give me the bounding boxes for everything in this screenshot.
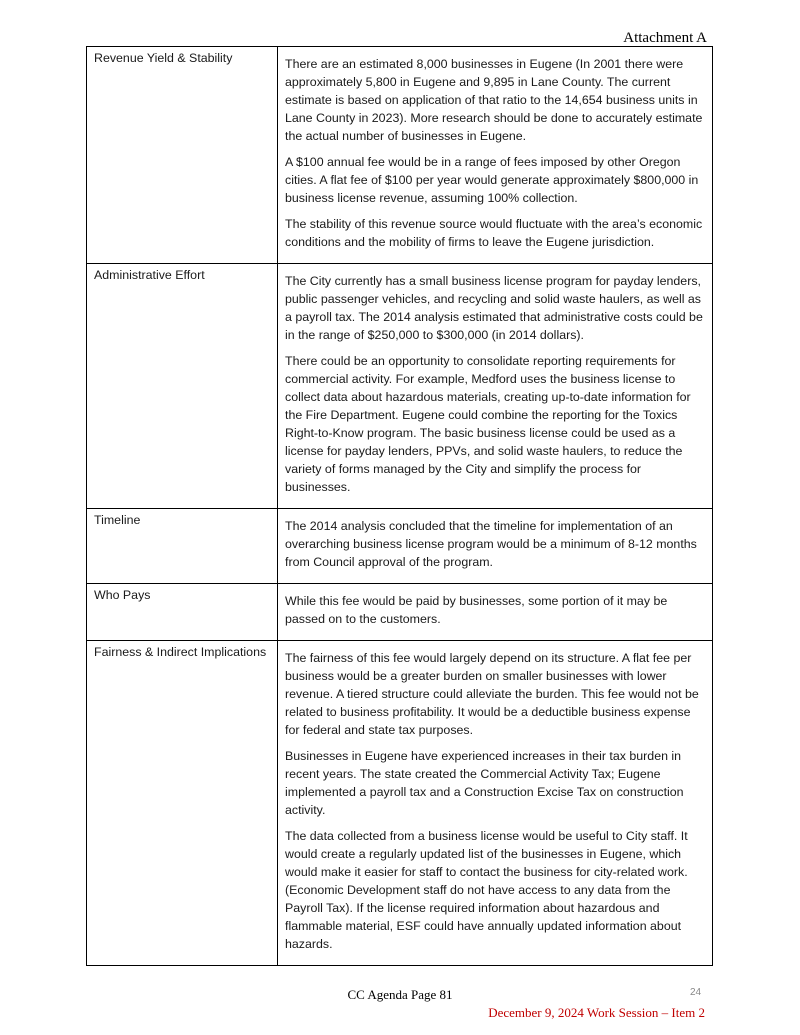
table-row: [87, 641, 713, 966]
row-label: Revenue Yield & Stability: [87, 47, 278, 264]
meeting-label: December 9, 2024 Work Session – Item 2: [488, 1005, 705, 1020]
row-label: Timeline: [87, 509, 278, 584]
paragraph: Businesses in Eugene have experienced increases in their tax burden in recent years. The state created the Commercial Activity Tax; Eugene implemented a payroll tax and a Construction Excise Tax on construction activity.: [285, 749, 684, 817]
paragraph: The data collected from a business license would be useful to City staff. It would create a regularly updated list of the businesses in Eugene, which would make it easier for staff to contact the business for city-related work. (Economic Development staff do not have access to any data from the Payroll Tax). If the license required information about hazardous and flammable material, ESF could have annually updated information about hazards.: [285, 829, 688, 951]
attachment-label: Attachment A: [623, 30, 707, 46]
row-label: Fairness & Indirect Implications: [87, 641, 278, 966]
agenda-page-label: CC Agenda Page 81: [347, 987, 453, 1002]
row-content: [278, 509, 713, 584]
paragraph: The 2014 analysis concluded that the timeline for implementation of an overarching business license program would be a minimum of 8-12 months from Council approval of the program.: [285, 519, 697, 569]
page-number: 24: [690, 987, 702, 998]
paragraph: There could be an opportunity to consolidate reporting requirements for commercial activity. For example, Medford uses the business license to collect data about hazardous materials, creating up-to-date information for the Fire Department. Eugene could combine the reporting for the Toxics Right-to-Know program. The basic business license could be used as a license for payday lenders, PPVs, and solid waste haulers, to reduce the variety of forms managed by the City and simplify the process for businesses.: [285, 354, 691, 494]
table-row: [87, 509, 713, 584]
paragraph: The fairness of this fee would largely depend on its structure. A flat fee per business would be a greater burden on smaller businesses with lower revenue. A tiered structure could alleviate the burden. This fee would not be related to business profitability. It would be a deductible business expense for federal and state tax purposes.: [285, 651, 699, 737]
row-content: [278, 641, 713, 966]
row-content: [278, 47, 713, 264]
paragraph: The stability of this revenue source would fluctuate with the area’s economic conditions and the mobility of firms to leave the Eugene jurisdiction.: [285, 217, 703, 249]
row-content: [278, 584, 713, 641]
table-row: [87, 47, 713, 264]
row-label: Who Pays: [87, 584, 278, 641]
paragraph: While this fee would be paid by businesses, some portion of it may be passed on to the customers.: [285, 594, 668, 626]
row-content: [278, 264, 713, 509]
paragraph: The City currently has a small business license program for payday lenders, public passenger vehicles, and recycling and solid waste haulers, as well as a payroll tax. The 2014 analysis estimated that administrative costs could be in the range of $250,000 to $300,000 (in 2014 dollars).: [285, 274, 703, 342]
paragraph: A $100 annual fee would be in a range of fees imposed by other Oregon cities. A flat fee of $100 per year would generate approximately $800,000 in business license revenue, assuming 100% collection.: [285, 155, 699, 205]
analysis-table: [86, 46, 713, 966]
row-label: Administrative Effort: [87, 264, 278, 509]
paragraph: There are an estimated 8,000 businesses in Eugene (In 2001 there were approximately 5,800 in Eugene and 9,895 in Lane County. The current estimate is based on application of that ratio to the 14,654 business units in Lane County in 2023). More research should be done to accurately estimate the actual number of businesses in Eugene.: [285, 57, 703, 143]
table-row: [87, 584, 713, 641]
table-row: [87, 264, 713, 509]
